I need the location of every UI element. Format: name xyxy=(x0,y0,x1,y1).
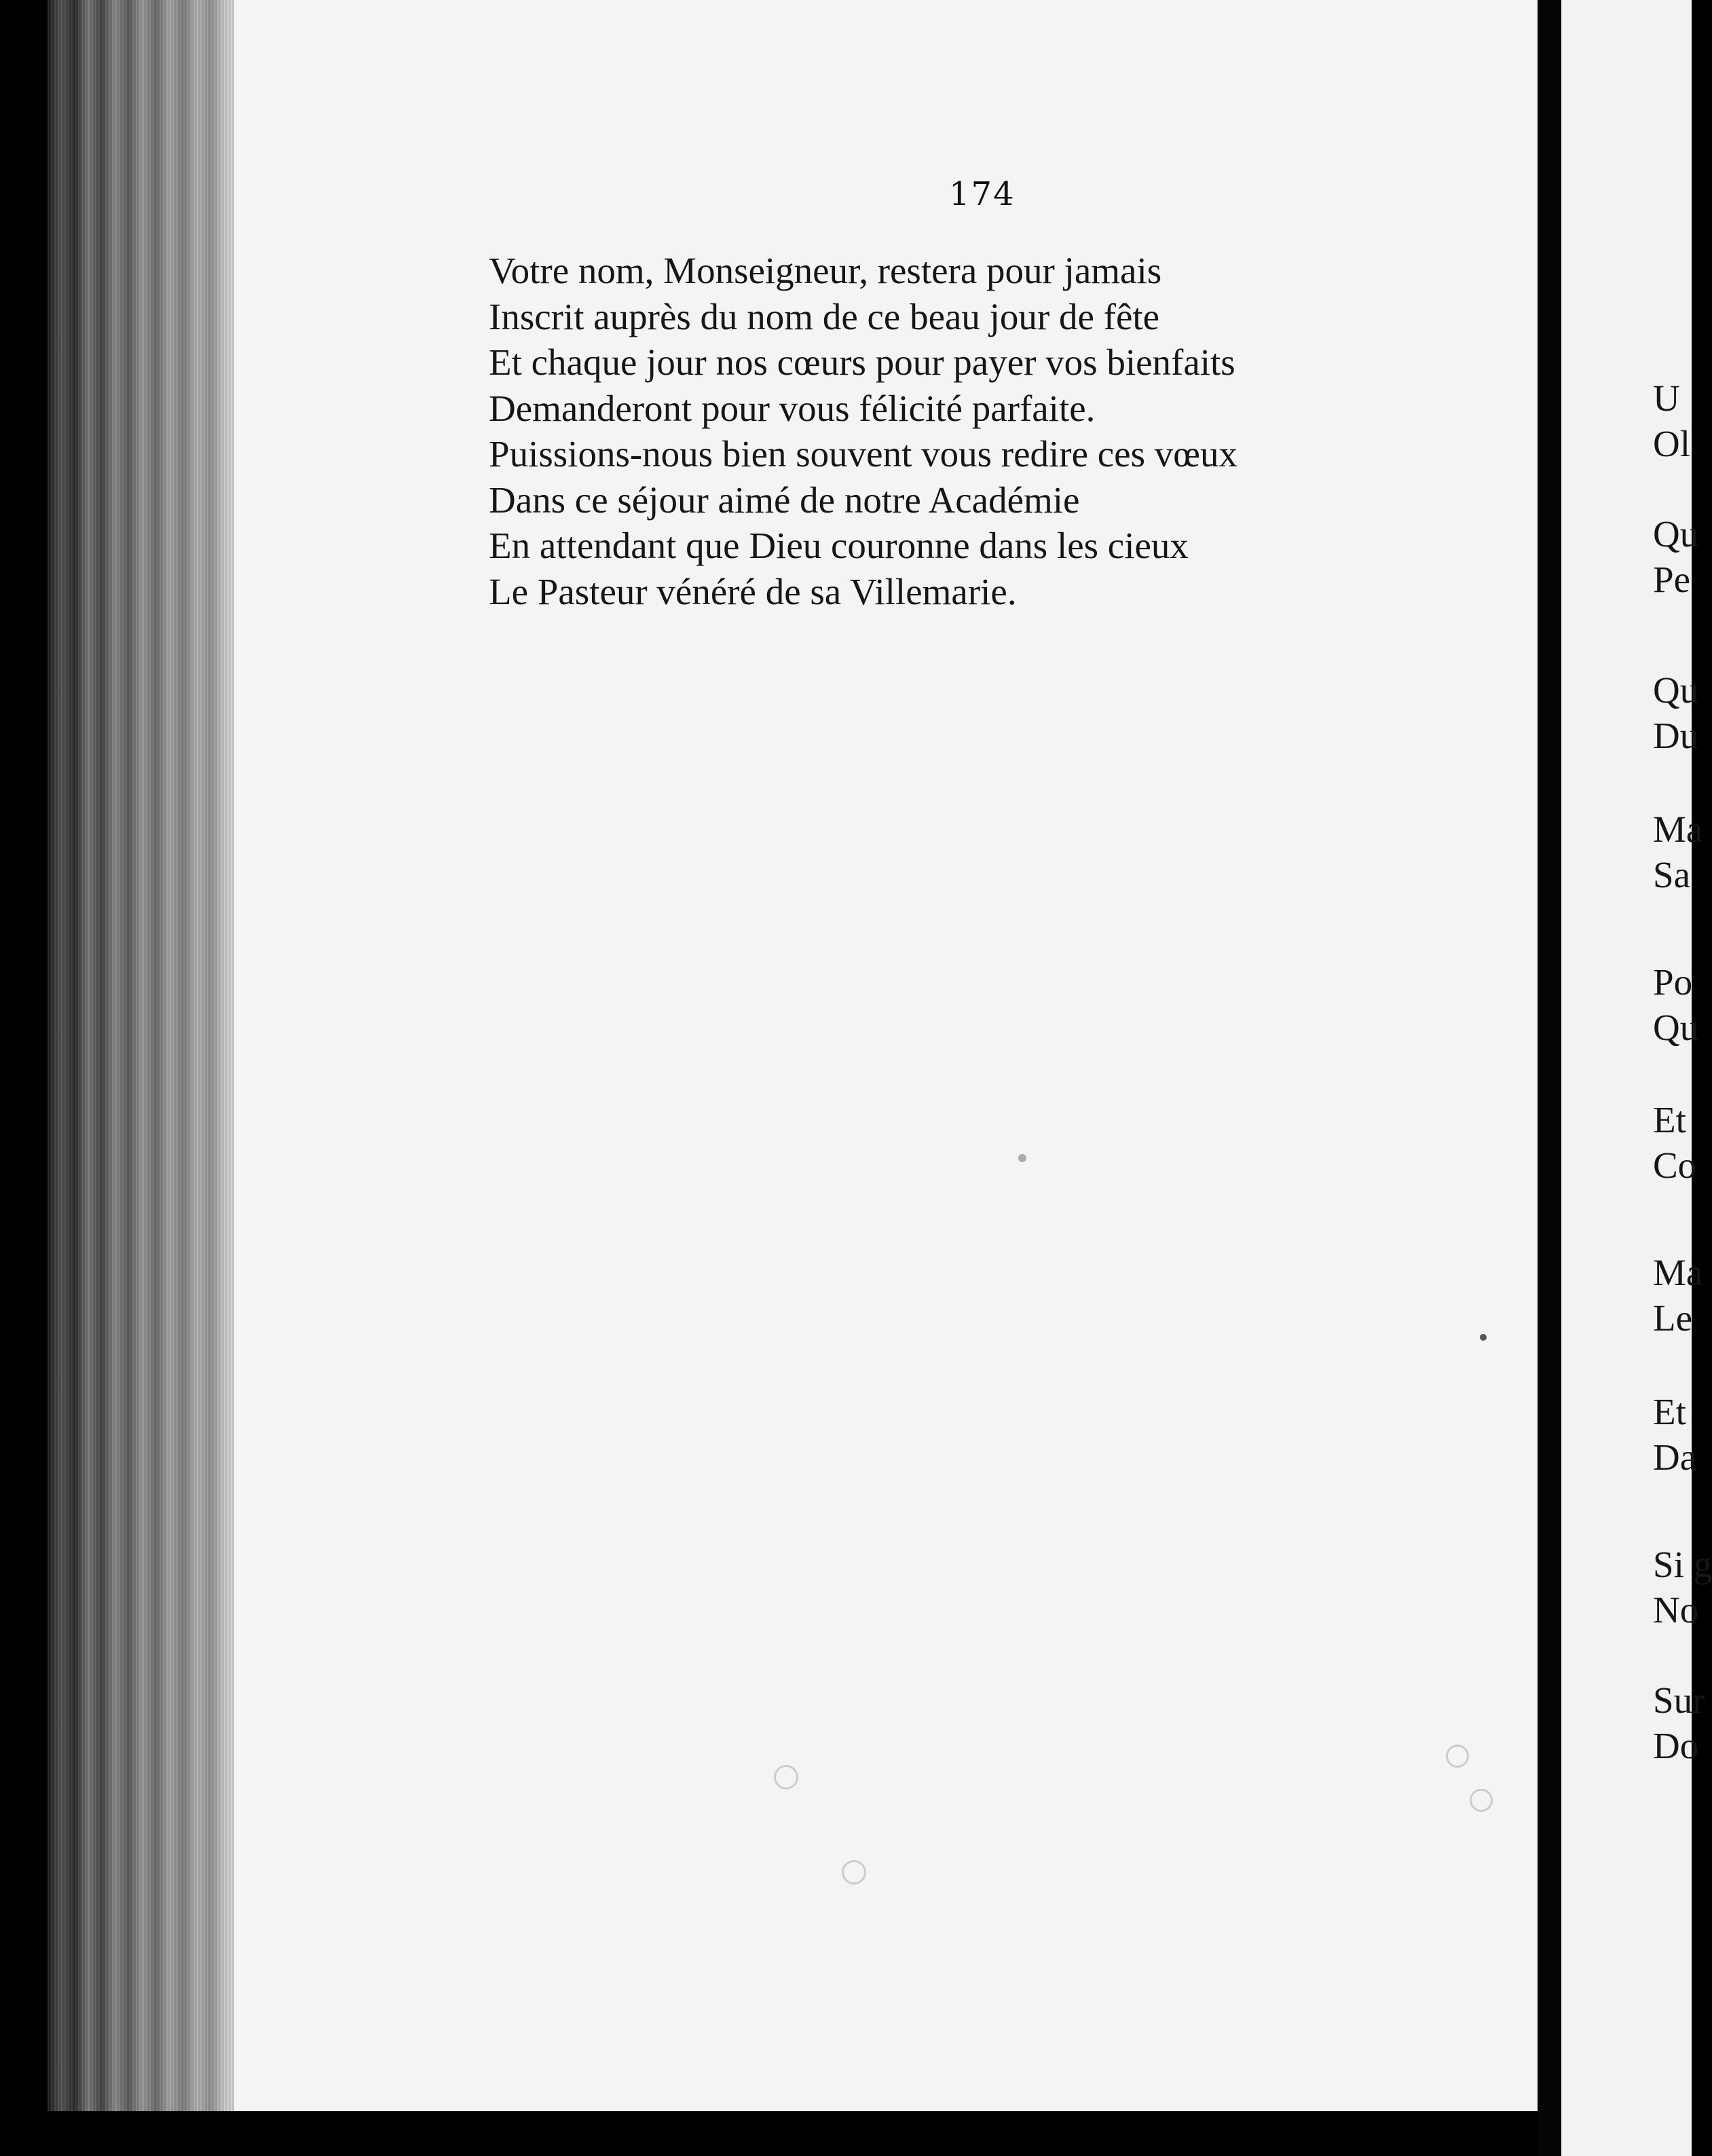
scan-speck xyxy=(1480,1334,1487,1341)
poem-stanza xyxy=(489,248,1371,614)
book-gutter xyxy=(1538,0,1561,2156)
facing-line-13: Ma xyxy=(1653,1252,1703,1293)
facing-line-19: Sur xyxy=(1653,1679,1705,1721)
facing-line-7: Ma xyxy=(1653,809,1703,850)
facing-line-12: Co xyxy=(1653,1145,1697,1186)
poem-line-8: Le Pasteur vénéré de sa Villemarie. xyxy=(489,570,1017,612)
facing-line-5: Qu xyxy=(1653,669,1699,711)
scan-speck xyxy=(1018,1154,1026,1162)
facing-line-20: Do xyxy=(1653,1725,1699,1766)
poem-line-6: Dans ce séjour aimé de notre Académie xyxy=(489,479,1080,521)
scan-speck xyxy=(774,1765,798,1789)
poem-line-2: Inscrit auprès du nom de ce beau jour de fête xyxy=(489,295,1160,337)
poem-line-5: Puissions-nous bien souvent vous redire ces vœux xyxy=(489,433,1238,475)
facing-line-4: Pe xyxy=(1653,559,1690,600)
scan-speck xyxy=(842,1860,866,1884)
facing-line-15: Et xyxy=(1653,1391,1686,1432)
poem-line-1: Votre nom, Monseigneur, restera pour jamais xyxy=(489,250,1162,291)
facing-line-17: Si g xyxy=(1653,1544,1712,1585)
poem-line-4: Demanderont pour vous félicité parfaite. xyxy=(489,387,1096,429)
facing-page xyxy=(1561,0,1692,2156)
scan-speck xyxy=(1470,1789,1493,1812)
facing-line-1: U xyxy=(1653,377,1680,419)
page-edge-stack xyxy=(48,0,238,2121)
poem-line-3: Et chaque jour nos cœurs pour payer vos bienfaits xyxy=(489,341,1235,383)
facing-line-11: Et xyxy=(1653,1099,1686,1140)
facing-line-9: Po xyxy=(1653,961,1693,1003)
facing-line-14: Le xyxy=(1653,1297,1693,1339)
scan-speck xyxy=(1446,1745,1469,1768)
scan-bottom-border xyxy=(0,2111,1538,2156)
facing-line-10: Qu xyxy=(1653,1007,1699,1048)
facing-line-2: Ol xyxy=(1653,423,1690,464)
facing-line-8: Sa xyxy=(1653,854,1690,895)
facing-line-6: Du xyxy=(1653,715,1699,756)
facing-line-16: Da xyxy=(1653,1436,1697,1478)
facing-line-3: Qu xyxy=(1653,513,1699,555)
poem-line-7: En attendant que Dieu couronne dans les cieux xyxy=(489,525,1189,566)
page-number: 174 xyxy=(949,175,1016,213)
facing-line-18: No xyxy=(1653,1589,1699,1631)
